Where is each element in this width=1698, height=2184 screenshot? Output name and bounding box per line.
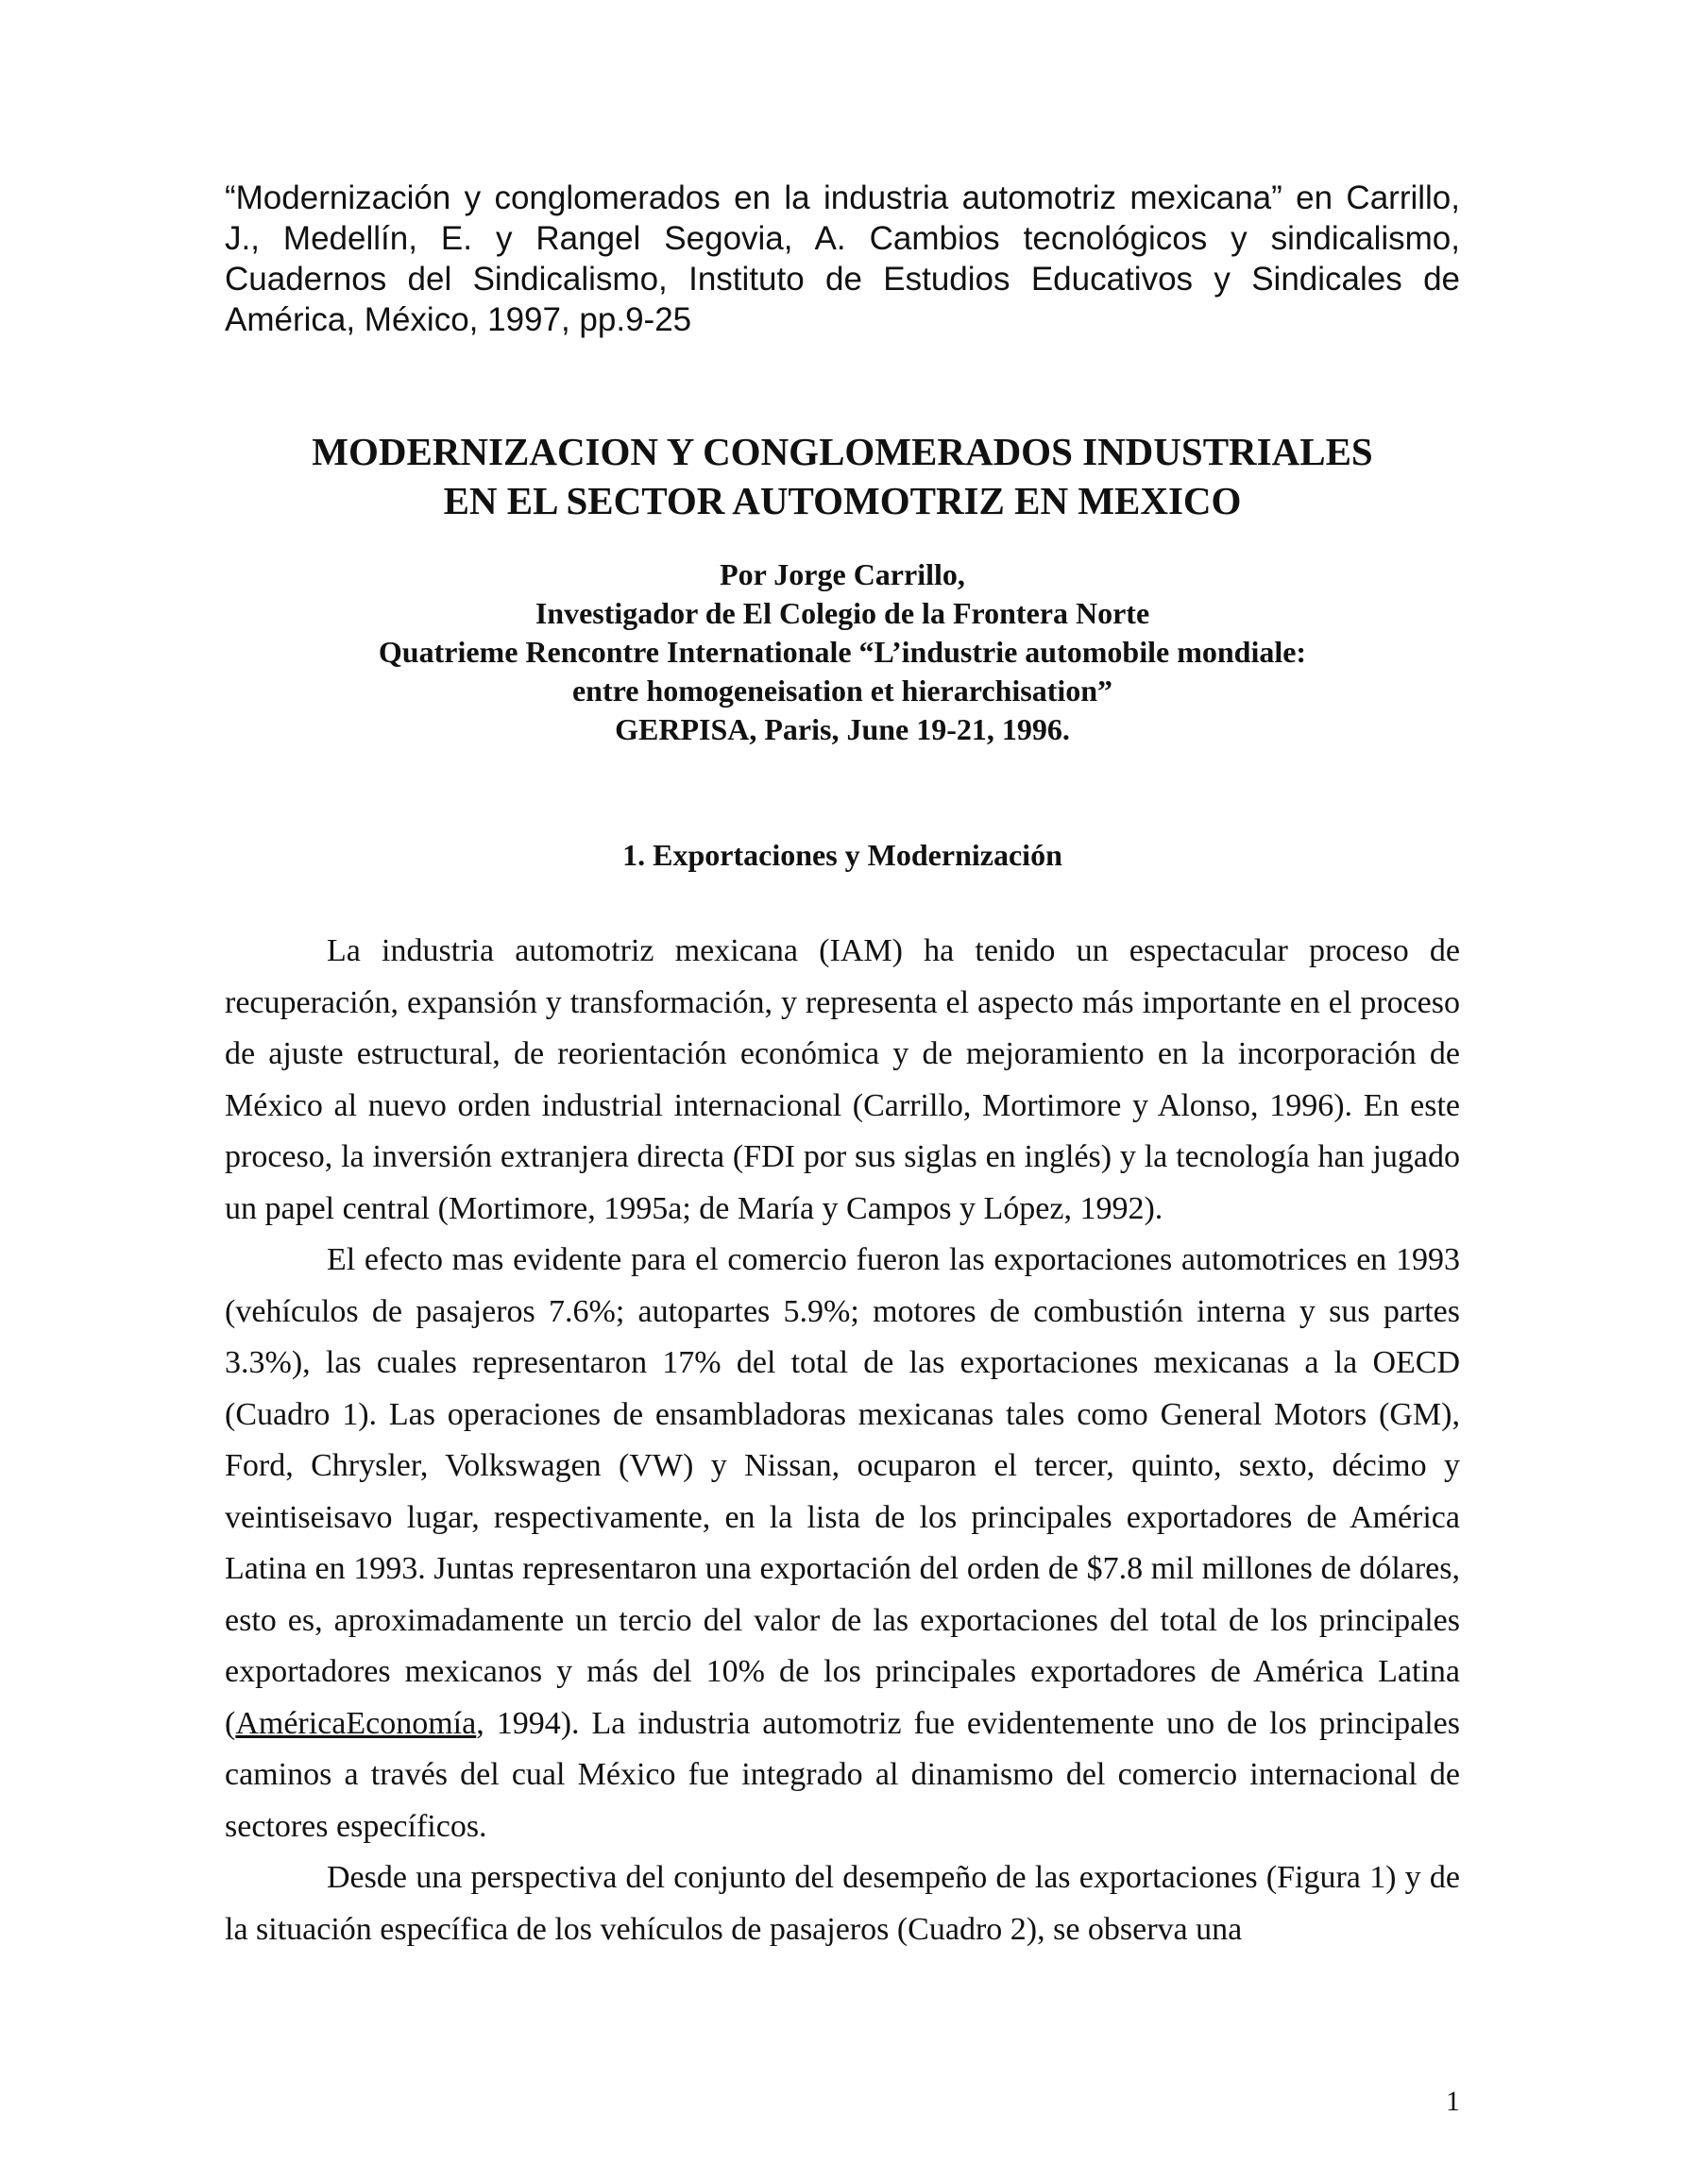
paragraph-3: Desde una perspectiva del conjunto del desempeño de las exportaciones (Figura 1) y de la situación específica de los vehículos de pasajeros (Cuadro 2), se observa una bbox=[225, 1860, 1460, 1947]
paragraph-2-text-b: , 1994). La industria automotriz fue evidentemente uno de los principales caminos a través del cual México fue integrado al dinamismo del comercio internacional de sectores específicos. bbox=[225, 1705, 1460, 1844]
author-name: Por Jorge Carrillo, bbox=[720, 557, 965, 591]
byline-block bbox=[225, 555, 1460, 749]
conference-name-line-2: entre homogeneisation et hierarchisation” bbox=[571, 674, 1113, 708]
conference-venue: GERPISA, Paris, June 19-21, 1996. bbox=[615, 712, 1070, 746]
title-line-1: MODERNIZACION Y CONGLOMERADOS INDUSTRIALES bbox=[312, 430, 1373, 473]
body-text bbox=[225, 926, 1460, 1955]
citation-reference: “Modernización y conglomerados en la industria automotriz mexicana” en Carrillo, J., Medellín, E. y Rangel Segovia, A. Cambios tecnológicos y sindicalismo, Cuadernos del Sindicalismo, Instituto de Estudios Educativos y Sindicales de América, México, 1997, pp.9-25 bbox=[225, 179, 1460, 338]
paragraph-2 bbox=[225, 1235, 1460, 1852]
section-heading: 1. Exportaciones y Modernización bbox=[622, 838, 1062, 872]
paragraph-1: La industria automotriz mexicana (IAM) ha tenido un espectacular proceso de recuperación, expansión y transformación, y representa el aspecto más importante en el proceso de ajuste estructural, de reorientación económica y de mejoramiento en la incorporación de México al nuevo orden industrial internacional (Carrillo, Mortimore y Alonso, 1996). En este proceso, la inversión extranjera directa (FDI por sus siglas en inglés) y la tecnología han jugado un papel central (Mortimore, 1995a; de María y Campos y López, 1992). bbox=[225, 933, 1460, 1226]
paragraph-2-text-a: El efecto mas evidente para el comercio fueron las exportaciones automotrices en 1993 (vehículos de pasajeros 7.6%; autopartes 5.9%; motores de combustión interna y sus partes 3.3%), las cuales representaron 17% del total de las exportaciones mexicanas a la OECD (Cuadro 1). Las operaciones de ensambladoras mexicanas tales como General Motors (GM), Ford, Chrysler, Volkswagen (VW) y Nissan, ocuparon el tercer, quinto, sexto, décimo y veintiseisavo lugar, respectivamente, en la lista de los principales exportadores de América Latina en 1993. Juntas representaron una exportación del orden de $7.8 mil millones de dólares, esto es, aproximadamente un tercio del valor de las exportaciones del total de los principales exportadores mexicanos y más del 10% de los principales exportadores de América Latina ( bbox=[225, 1242, 1460, 1741]
author-affiliation: Investigador de El Colegio de la Frontera Norte bbox=[535, 596, 1150, 630]
title-line-2: EN EL SECTOR AUTOMOTRIZ EN MEXICO bbox=[443, 479, 1242, 522]
conference-name-line-1: Quatrieme Rencontre Internationale “L’industrie automobile mondiale: bbox=[378, 635, 1307, 669]
page-number: 1 bbox=[1446, 2086, 1460, 2117]
source-reference: AméricaEconomía bbox=[235, 1705, 477, 1741]
document-title bbox=[225, 427, 1460, 525]
